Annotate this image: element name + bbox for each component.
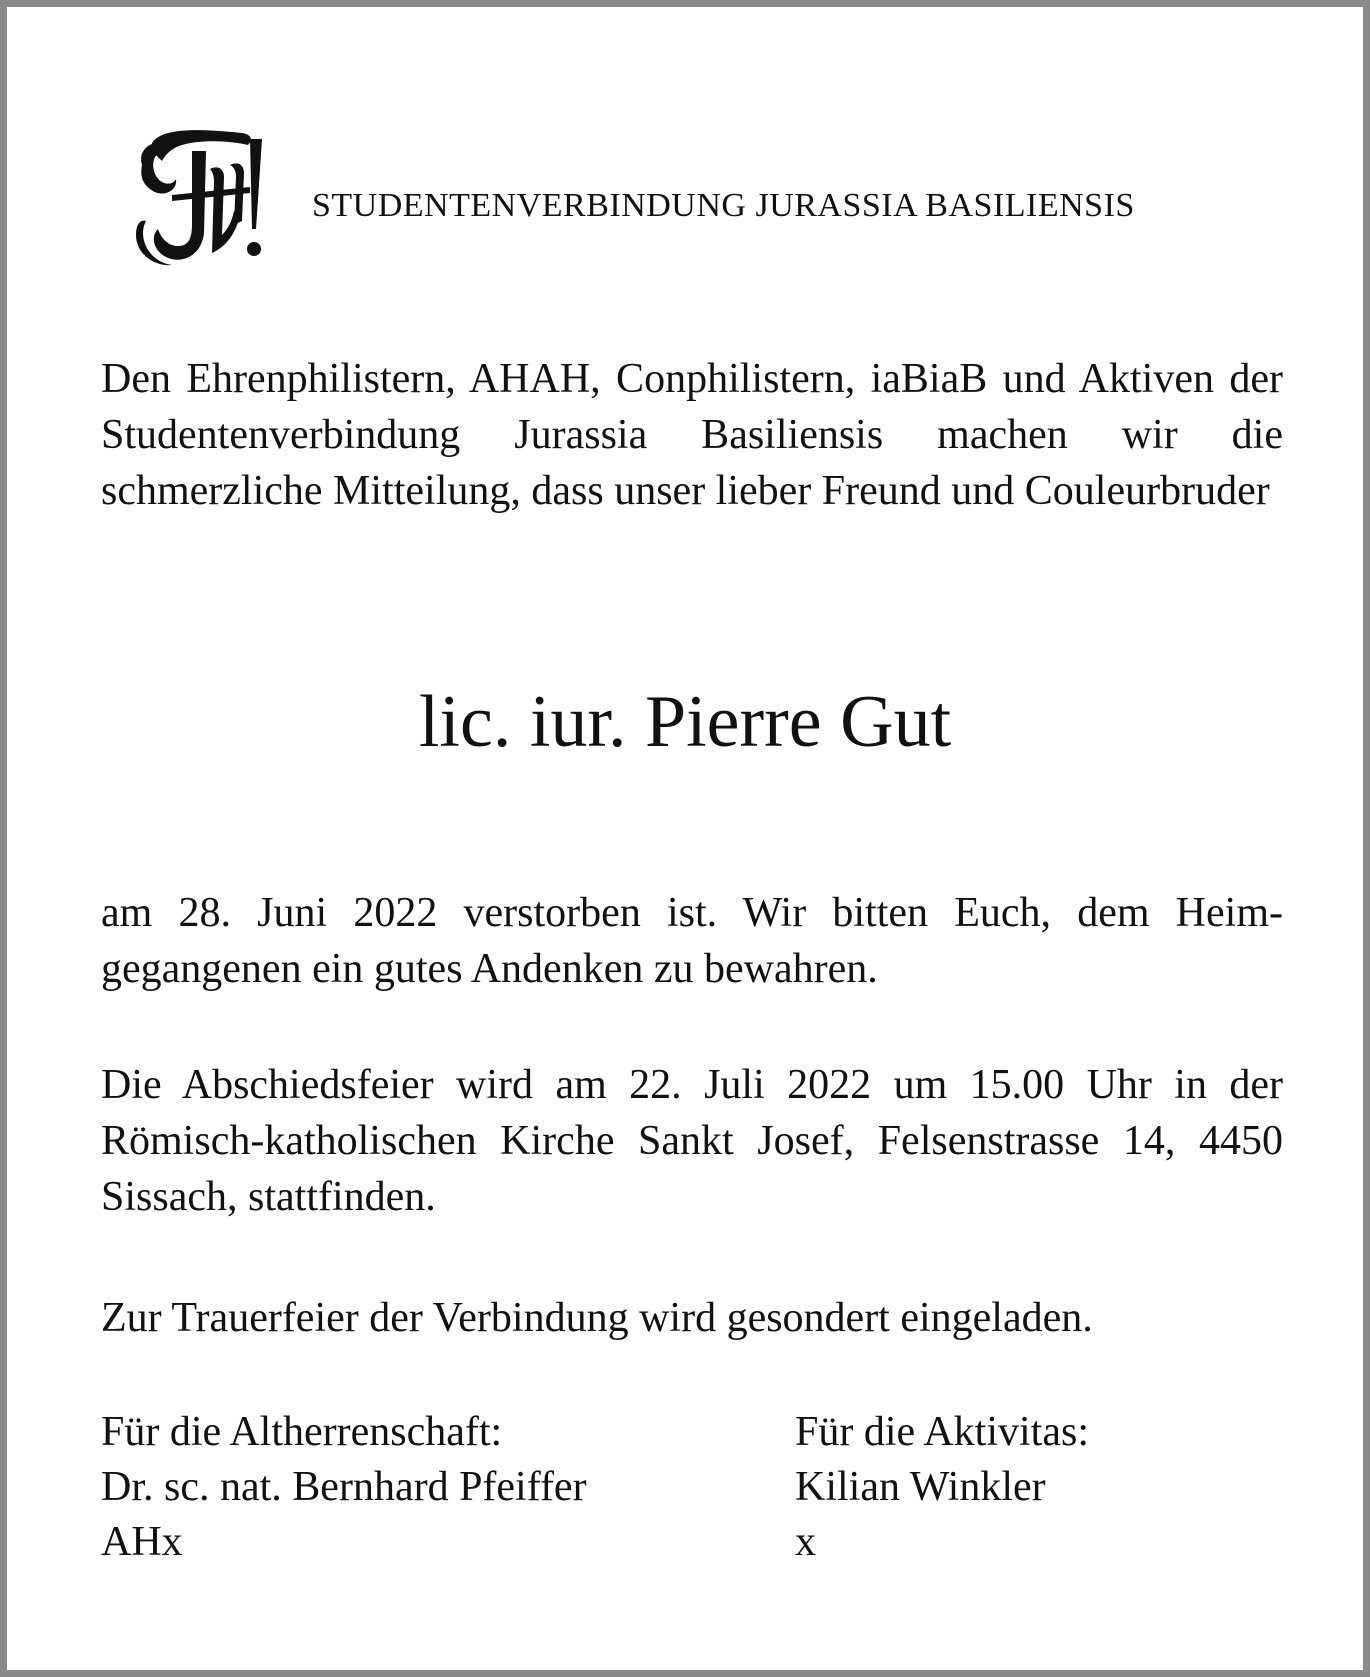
intro-paragraph: Den Ehrenphilistern, AHAH, Conphilistern, iaBiaB und Aktiven der Studentenverbindung Jurassia Basiliensis machen wir die schmerzliche Mitteilung, dass unser lieber Freund und Couleurbruder [101, 356, 1283, 514]
deceased-name: lic. iur. Pierre Gut [418, 681, 952, 763]
service-notice-paragraph: Die Abschiedsfeier wird am 22. Juli 2022 um 15.00 Uhr in der Römisch-katholischen Kirche Sankt Josef, Felsenstrasse 14, 4450 Sissach, stattfinden. [101, 1062, 1283, 1220]
invitation-paragraph: Zur Trauerfeier der Verbindung wird gesondert eingeladen. [101, 1295, 1093, 1341]
signature-title: AHx [101, 1519, 183, 1565]
jurassia-crest-icon [132, 125, 268, 275]
signature-role: Für die Aktivitas: [795, 1409, 1089, 1455]
signature-name: Kilian Winkler [795, 1464, 1046, 1510]
organization-name: STUDENTENVERBINDUNG JURASSIA BASILIENSIS [312, 187, 1135, 224]
signature-title: x [795, 1519, 816, 1565]
signature-altherrenschaft [101, 1405, 587, 1570]
signature-aktivitas [795, 1405, 1089, 1570]
signature-name: Dr. sc. nat. Bernhard Pfeiffer [101, 1464, 587, 1510]
death-notice-paragraph: am 28. Juni 2022 verstorben ist. Wir bitten Euch, dem Heimgegangenen ein gutes Andenken zu bewahren. [101, 890, 1283, 992]
signature-role: Für die Altherrenschaft: [101, 1409, 503, 1455]
